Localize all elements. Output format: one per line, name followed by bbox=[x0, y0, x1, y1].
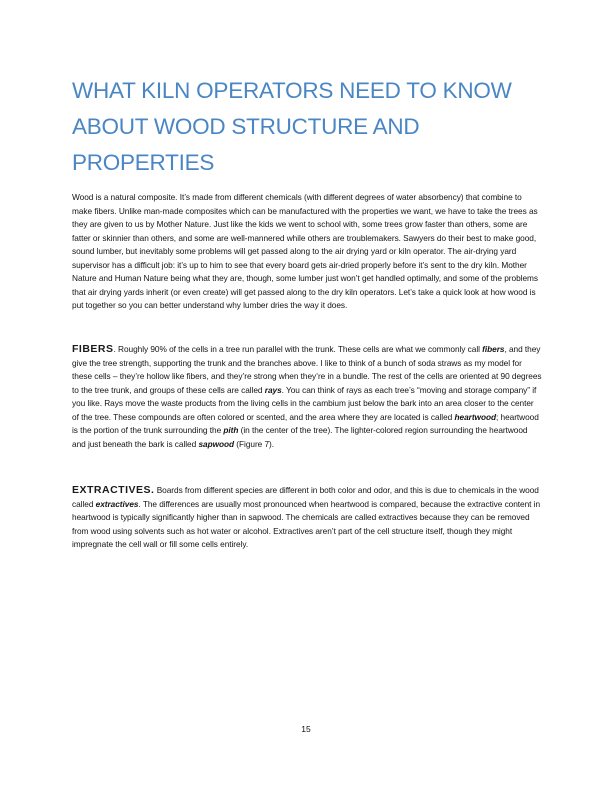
fibers-text: (Figure 7). bbox=[234, 438, 275, 449]
page-title: WHAT KILN OPERATORS NEED TO KNOW ABOUT WOOD STRUCTURE AND PROPERTIES bbox=[72, 78, 512, 175]
intro-paragraph: Wood is a natural composite. It’s made from different chemicals (with different degrees of water absorbency) that combine to make fibers. Unlike man-made composites which can be manufactured with the properties we want, we have to take the trees as they are given to us by Mother Nature. Just like the kids we went to school with, some trees grow faster than others, some are fatter or skinnier than others, and some are well-mannered while others are troublemakers. Sawyers do their best to make good, sound lumber, but inevitably some problems will get passed along to the air drying yard or kiln operator. The air-drying yard supervisor has a difficult job: it’s up to him to see that every board gets air-dried properly before it’s sent to the dry kiln. Mother Nature and Human Nature being what they are, though, some lumber just won’t get handled optimally, and some of the problems that air drying yards inherit (or even create) will get passed along to the dry kiln operators. Let’s take a quick look at how wood is put together so you can better understand why lumber dries the way it does. bbox=[72, 192, 538, 310]
fibers-text: . Roughly 90% of the cells in a tree run parallel with the trunk. These cells are what we commonly call bbox=[113, 344, 483, 354]
extractives-paragraph bbox=[72, 484, 542, 552]
term-heartwood: heartwood bbox=[454, 411, 496, 422]
term-extractives: extractives bbox=[95, 498, 139, 509]
term-fibers: fibers bbox=[482, 344, 505, 354]
fibers-heading: FIBERS bbox=[72, 343, 114, 355]
extractives-heading: EXTRACTIVES. bbox=[72, 484, 155, 496]
term-pith: pith bbox=[223, 425, 239, 435]
fibers-text: ; heartwood is the portion of the trunk surrounding the bbox=[72, 411, 539, 435]
term-rays: rays bbox=[264, 384, 282, 395]
extractives-text: . The differences are usually most pronounced when heartwood is compared, because the extractive content in heartwood is typically significantly higher than in sapwood. The chemicals are called extractives because they can be removed from wood using solvents such as hot water or alcohol. Extractives aren’t part of the cell structure itself, though they might impregnate the cell wall or fill some cells entirely. bbox=[72, 498, 541, 549]
fibers-text: . You can think of rays as each tree’s “moving and storage company” if you like. Rays move the waste products from the living cells in the cambium just below the bark into an area closer to the center of the tree. These compounds are often colored or scented, and the area where they are located is called bbox=[72, 384, 537, 422]
fibers-text: (in the center of the tree). The lighter-colored region surrounding the heartwood and just beneath the bark is called bbox=[72, 425, 528, 449]
term-sapwood: sapwood bbox=[198, 438, 235, 449]
fibers-paragraph bbox=[72, 343, 542, 451]
page-number: 15 bbox=[301, 724, 311, 734]
extractives-text: Boards from different species are different in both color and odor, and this is due to chemicals in the wood called bbox=[72, 485, 539, 509]
fibers-text: , and they give the tree strength, supporting the trunk and the branches above. I like to think of a bunch of soda straws as my model for these cells – they’re hollow like fibers, and they’re strong when they’re in a bundle. The rest of the cells are oriented at 90 degrees to the tree trunk, and groups of these cells are called bbox=[72, 344, 542, 395]
